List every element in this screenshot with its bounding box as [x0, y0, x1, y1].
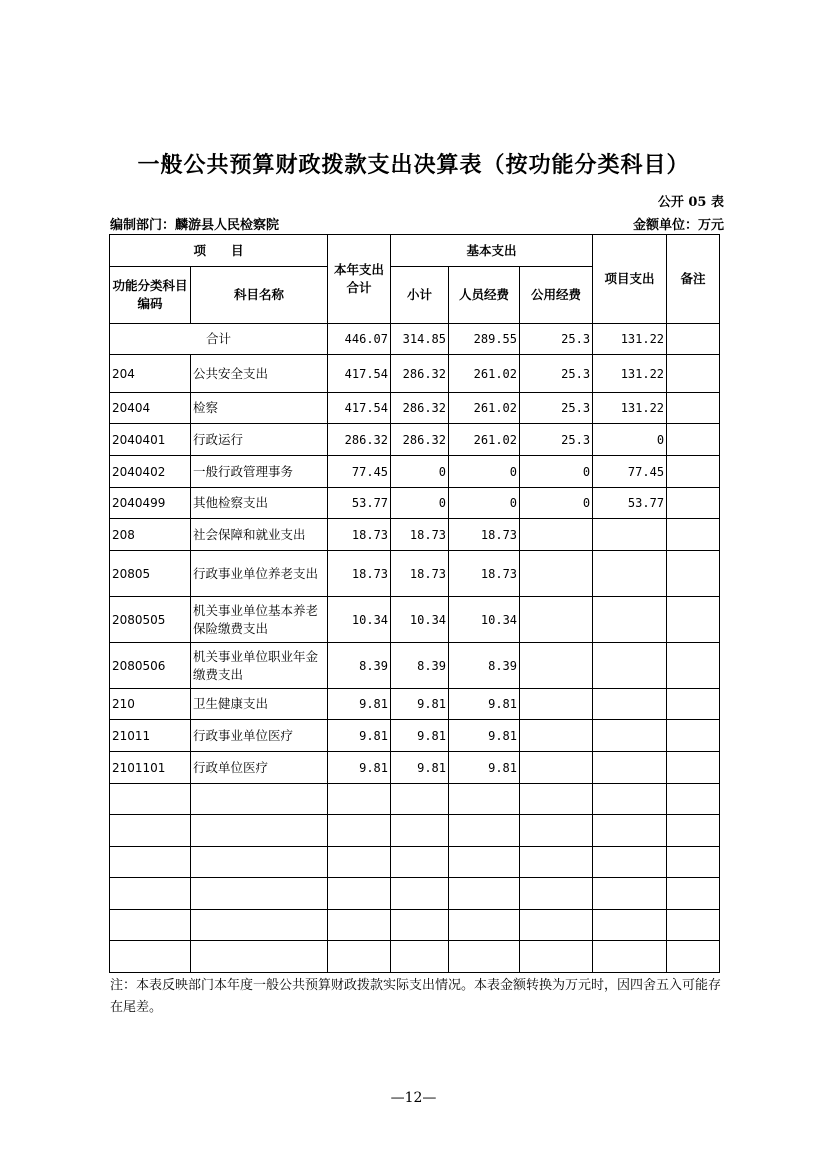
- row-personnel: 18.73: [449, 551, 520, 597]
- row-name: 行政单位医疗: [191, 752, 328, 784]
- row-personnel: [449, 941, 520, 973]
- row-project: [593, 815, 667, 847]
- row-personnel: 8.39: [449, 643, 520, 689]
- row-public: 25.3: [520, 393, 593, 424]
- row-remark: [667, 784, 720, 815]
- row-name: 机关事业单位职业年金缴费支出: [191, 643, 328, 689]
- row-personnel: 261.02: [449, 393, 520, 424]
- table-row: [110, 941, 720, 973]
- row-public: [520, 643, 593, 689]
- table-row: [110, 355, 720, 393]
- table-row: [110, 551, 720, 597]
- row-subtotal: 286.32: [391, 424, 449, 456]
- row-personnel: [449, 847, 520, 878]
- row-total: 417.54: [328, 393, 391, 424]
- row-name: [191, 847, 328, 878]
- header-remark: 备注: [667, 235, 720, 324]
- row-subtotal: 9.81: [391, 752, 449, 784]
- row-subtotal: [391, 815, 449, 847]
- row-project: [593, 720, 667, 752]
- amount-unit-label: 金额单位：万元: [632, 218, 724, 233]
- header-subtotal: 小计: [391, 267, 449, 324]
- row-public: 25.3: [520, 355, 593, 393]
- expenditure-table: [109, 234, 720, 973]
- row-name: 检察: [191, 393, 328, 424]
- page-number: —12—: [390, 1090, 437, 1106]
- row-public: [520, 815, 593, 847]
- row-personnel: 9.81: [449, 689, 520, 720]
- row-total: 9.81: [328, 689, 391, 720]
- row-personnel: 9.81: [449, 752, 520, 784]
- header-project: 项目支出: [593, 235, 667, 324]
- header-name: 科目名称: [191, 267, 328, 324]
- row-code: 208: [110, 519, 191, 551]
- row-project: [593, 847, 667, 878]
- row-code: [110, 910, 191, 941]
- row-name: 其他检察支出: [191, 488, 328, 519]
- row-remark: [667, 456, 720, 488]
- row-subtotal: [391, 878, 449, 910]
- row-personnel: [449, 784, 520, 815]
- row-public: [520, 752, 593, 784]
- total-remark: [667, 324, 720, 355]
- table-row: [110, 878, 720, 910]
- row-remark: [667, 488, 720, 519]
- header-public: 公用经费: [520, 267, 593, 324]
- row-project: [593, 941, 667, 973]
- row-subtotal: 18.73: [391, 551, 449, 597]
- row-remark: [667, 847, 720, 878]
- row-public: [520, 551, 593, 597]
- total-label: 合计: [110, 324, 328, 355]
- row-name: 卫生健康支出: [191, 689, 328, 720]
- total-personnel: 289.55: [449, 324, 520, 355]
- row-subtotal: 286.32: [391, 393, 449, 424]
- row-subtotal: 10.34: [391, 597, 449, 643]
- row-subtotal: [391, 941, 449, 973]
- row-remark: [667, 752, 720, 784]
- row-remark: [667, 689, 720, 720]
- row-total: 8.39: [328, 643, 391, 689]
- row-total: 286.32: [328, 424, 391, 456]
- row-remark: [667, 910, 720, 941]
- row-subtotal: 18.73: [391, 519, 449, 551]
- row-code: [110, 815, 191, 847]
- row-subtotal: 9.81: [391, 689, 449, 720]
- row-public: [520, 847, 593, 878]
- table-row: [110, 488, 720, 519]
- row-code: 2080505: [110, 597, 191, 643]
- row-personnel: 9.81: [449, 720, 520, 752]
- row-personnel: 18.73: [449, 519, 520, 551]
- row-total: [328, 878, 391, 910]
- row-name: 行政运行: [191, 424, 328, 456]
- row-public: [520, 689, 593, 720]
- table-row: [110, 643, 720, 689]
- row-project: [593, 643, 667, 689]
- row-project: [593, 752, 667, 784]
- row-total: 9.81: [328, 752, 391, 784]
- row-project: [593, 910, 667, 941]
- row-name: 公共安全支出: [191, 355, 328, 393]
- row-remark: [667, 878, 720, 910]
- row-public: [520, 910, 593, 941]
- row-public: [520, 784, 593, 815]
- row-total: [328, 784, 391, 815]
- form-number: 公开 05 表: [657, 195, 724, 210]
- table-row: [110, 456, 720, 488]
- row-project: [593, 519, 667, 551]
- table-row: [110, 910, 720, 941]
- row-code: 2040402: [110, 456, 191, 488]
- row-public: [520, 720, 593, 752]
- row-remark: [667, 393, 720, 424]
- row-public: [520, 519, 593, 551]
- row-name: [191, 878, 328, 910]
- row-project: [593, 597, 667, 643]
- row-code: [110, 784, 191, 815]
- department-label: 编制部门：麟游县人民检察院: [110, 218, 280, 233]
- row-public: 25.3: [520, 424, 593, 456]
- header-personnel: 人员经费: [449, 267, 520, 324]
- row-project: 53.77: [593, 488, 667, 519]
- table-row: [110, 847, 720, 878]
- table-row: [110, 689, 720, 720]
- header-basic: 基本支出: [391, 235, 593, 267]
- row-public: [520, 878, 593, 910]
- row-code: [110, 941, 191, 973]
- row-name: 机关事业单位基本养老保险缴费支出: [191, 597, 328, 643]
- row-project: 131.22: [593, 355, 667, 393]
- row-code: 21011: [110, 720, 191, 752]
- table-row: [110, 720, 720, 752]
- row-personnel: 261.02: [449, 424, 520, 456]
- row-subtotal: 8.39: [391, 643, 449, 689]
- row-code: 204: [110, 355, 191, 393]
- row-total: 9.81: [328, 720, 391, 752]
- page-title: 一般公共预算财政拨款支出决算表（按功能分类科目）: [137, 152, 690, 178]
- row-public: [520, 597, 593, 643]
- row-remark: [667, 597, 720, 643]
- row-total: 417.54: [328, 355, 391, 393]
- row-remark: [667, 355, 720, 393]
- row-personnel: 0: [449, 488, 520, 519]
- row-public: 0: [520, 488, 593, 519]
- row-total: 53.77: [328, 488, 391, 519]
- row-personnel: [449, 878, 520, 910]
- row-personnel: 0: [449, 456, 520, 488]
- row-subtotal: 9.81: [391, 720, 449, 752]
- row-total: 77.45: [328, 456, 391, 488]
- total-public: 25.3: [520, 324, 593, 355]
- total-subtotal: 314.85: [391, 324, 449, 355]
- row-name: [191, 784, 328, 815]
- row-remark: [667, 941, 720, 973]
- row-project: [593, 689, 667, 720]
- row-code: 2101101: [110, 752, 191, 784]
- row-project: [593, 878, 667, 910]
- row-total: [328, 941, 391, 973]
- row-personnel: 10.34: [449, 597, 520, 643]
- header-total-spend: 本年支出合计: [328, 235, 391, 324]
- row-name: [191, 910, 328, 941]
- row-remark: [667, 720, 720, 752]
- row-code: 20805: [110, 551, 191, 597]
- row-remark: [667, 815, 720, 847]
- row-project: 131.22: [593, 393, 667, 424]
- row-total: 18.73: [328, 551, 391, 597]
- row-name: 行政事业单位养老支出: [191, 551, 328, 597]
- table-row: [110, 424, 720, 456]
- row-code: 210: [110, 689, 191, 720]
- row-name: [191, 815, 328, 847]
- row-name: 行政事业单位医疗: [191, 720, 328, 752]
- row-total: [328, 815, 391, 847]
- row-public: [520, 941, 593, 973]
- row-project: 77.45: [593, 456, 667, 488]
- row-total: 18.73: [328, 519, 391, 551]
- table-row: [110, 784, 720, 815]
- row-name: 一般行政管理事务: [191, 456, 328, 488]
- row-public: 0: [520, 456, 593, 488]
- row-code: 2040401: [110, 424, 191, 456]
- row-personnel: [449, 815, 520, 847]
- row-subtotal: [391, 784, 449, 815]
- row-remark: [667, 519, 720, 551]
- total-row: [110, 324, 720, 355]
- row-name: [191, 941, 328, 973]
- row-total: [328, 847, 391, 878]
- header-code: 功能分类科目编码: [110, 267, 191, 324]
- row-code: 2080506: [110, 643, 191, 689]
- row-total: 10.34: [328, 597, 391, 643]
- row-project: [593, 551, 667, 597]
- table-row: [110, 752, 720, 784]
- table-row: [110, 519, 720, 551]
- table-row: [110, 597, 720, 643]
- row-personnel: 261.02: [449, 355, 520, 393]
- row-subtotal: [391, 910, 449, 941]
- row-project: [593, 784, 667, 815]
- footnote: 注：本表反映部门本年度一般公共预算财政拨款实际支出情况。本表金额转换为万元时，因四舍五入可能存在尾差。: [110, 978, 722, 1015]
- row-subtotal: 0: [391, 456, 449, 488]
- row-remark: [667, 643, 720, 689]
- header-item: 项 目: [110, 235, 328, 267]
- row-subtotal: 0: [391, 488, 449, 519]
- row-code: 2040499: [110, 488, 191, 519]
- row-code: [110, 878, 191, 910]
- row-name: 社会保障和就业支出: [191, 519, 328, 551]
- row-total: [328, 910, 391, 941]
- row-project: 0: [593, 424, 667, 456]
- row-code: [110, 847, 191, 878]
- row-subtotal: [391, 847, 449, 878]
- row-remark: [667, 551, 720, 597]
- total-total: 446.07: [328, 324, 391, 355]
- row-subtotal: 286.32: [391, 355, 449, 393]
- row-personnel: [449, 910, 520, 941]
- row-remark: [667, 424, 720, 456]
- row-code: 20404: [110, 393, 191, 424]
- total-project: 131.22: [593, 324, 667, 355]
- table-row: [110, 393, 720, 424]
- table-row: [110, 815, 720, 847]
